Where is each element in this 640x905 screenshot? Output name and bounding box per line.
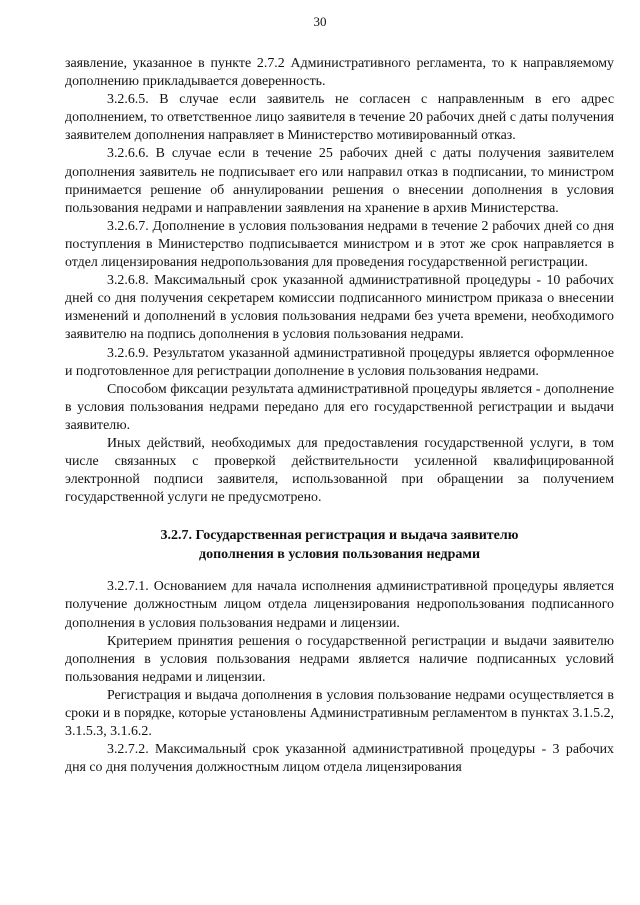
section-heading-3-2-7: [65, 527, 614, 564]
paragraph: заявление, указанное в пункте 2.7.2 Административного регламента, то к направляемому дополнению прикладывается доверенность.: [65, 56, 614, 90]
paragraph-3-2-7-2: 3.2.7.2. Максимальный срок указанной административной процедуры - 3 рабочих дня со дня получения должностным лицом отдела лицензирования: [65, 742, 614, 776]
paragraph-3-2-6-5: 3.2.6.5. В случае если заявитель не согласен с направленным в его адрес дополнением, то ответственное лицо заявителя в течение 20 рабочих дней с даты получения заявителем дополнения направляет в Министерство мотивированный отказ.: [65, 92, 614, 144]
paragraph-3-2-6-7: 3.2.6.7. Дополнение в условия пользования недрами в течение 2 рабочих дней со дня поступления в Министерство подписывается министром и в этот же срок направляется в отдел лицензирования недропользования для проведения государственной регистрации.: [65, 218, 614, 271]
section-heading-line-2: дополнения в условия пользования недрами: [198, 546, 481, 562]
paragraph-fixation-method: Способом фиксации результата административной процедуры является - дополнение в условия пользования недрами передано для его государственной регистрации и выдачи заявителю.: [65, 381, 614, 433]
paragraph-other-actions: Иных действий, необходимых для предоставления государственной услуги, в том числе связанных с проверкой действительности усиленной квалифицированной электронной подписи заявителя, использованной при обращении за получением государственной услуги не предусмотрено.: [65, 435, 614, 506]
document-body: [65, 55, 614, 777]
paragraph-decision-criterion: Критерием принятия решения о государственной регистрации и выдачи заявителю дополнения в условия пользования недрами является наличие подписанных условий пользования недрами и лицензии.: [65, 633, 614, 685]
paragraph-3-2-6-8: 3.2.6.8. Максимальный срок указанной административной процедуры - 10 рабочих дней со дня получения секретарем комиссии подписанного министром приказа о внесении изменений и дополнений в условия пользования недрами без учета времени, необходимого заявителю на подпись дополнения в условия пользования недрами.: [65, 273, 614, 343]
paragraph-3-2-6-9: 3.2.6.9. Результатом указанной административной процедуры является оформленное и подготовленное для регистрации дополнение в условия пользования недрами.: [65, 345, 614, 379]
page-number: 30: [313, 14, 327, 29]
paragraph-3-2-7-1: 3.2.7.1. Основанием для начала исполнения административной процедуры является получение должностным лицом отдела лицензирования недропользования подписанного дополнения в условия пользования недрами и лицензии.: [65, 579, 614, 631]
section-heading-line-1: 3.2.7. Государственная регистрация и выдача заявителю: [160, 528, 519, 544]
paragraph-registration-terms: Регистрация и выдача дополнения в условия пользование недрами осуществляется в сроки и в порядке, которые установлены Административным регламентом в пунктах 3.1.5.2, 3.1.5.3, 3.1.6.2.: [65, 687, 614, 740]
paragraph-3-2-6-6: 3.2.6.6. В случае если в течение 25 рабочих дней с даты получения заявителем дополнения заявитель не подписывает его или направил отказ в подписании, то министром принимается решение об аннулировании решения о внесении дополнения в условия пользования недрами и направлении заявления на хранение в архив Министерства.: [65, 146, 614, 216]
